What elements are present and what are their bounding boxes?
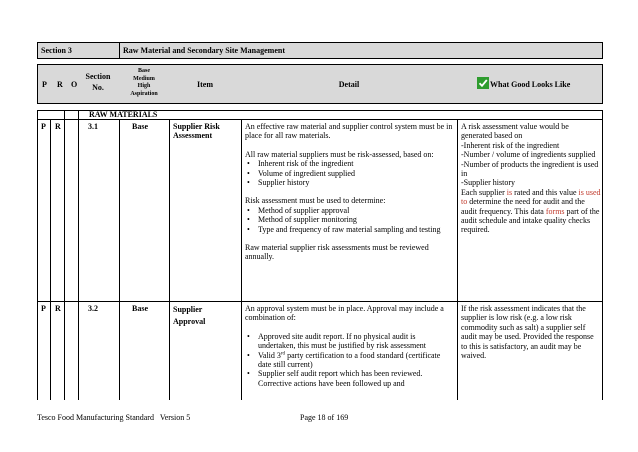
row2-item: Supplier Approval [173, 305, 206, 326]
list-item: • Supplier self audit report which has been reviewed. Corrective actions have been followed up and [245, 369, 455, 388]
row2-detail: An approval system must be in place. Approval may include a combination of: • Approved site audit report. If no physical audit is undertaken, this must be justified by risk assessment • Valid 3rd party certification to a food standard (certificate date still current) • Supplier self audit report which has been reviewed. Corrective actions have been followed up and [245, 304, 455, 388]
row1-good: A risk assessment value would be generated based on -Inherent risk of the ingredient -Number / volume of ingredients supplied -Number of products the ingredient is used in -Supplier history Each supplier is rated and this value is used to determine the need for audit and the audit frequency. This data forms part of the audit schedule and intake quality checks required. [461, 122, 601, 235]
section-title: Raw Material and Secondary Site Management [123, 46, 285, 55]
section-label: Section 3 [41, 46, 72, 55]
section-bar [37, 42, 603, 59]
row1-p: P [41, 122, 46, 131]
header-p: P [42, 80, 47, 89]
list-item: • Valid 3rd party certification to a food standard (certificate date still current) [245, 351, 455, 370]
header-o: O [71, 80, 78, 89]
row1-number: 3.1 [88, 122, 98, 131]
section-bar-divider [119, 42, 120, 59]
header-section-no: Section No. [85, 72, 111, 92]
row1-item: Supplier Risk Assessment [173, 122, 220, 141]
header-item: Item [197, 80, 213, 89]
list-item: • Approved site audit report. If no physical audit is undertaken, this must be justified by risk assessment [245, 332, 455, 351]
list-item: • Type and frequency of raw material sampling and testing [245, 225, 455, 234]
header-level: Base Medium High Aspiration [130, 68, 158, 97]
header-good: What Good Looks Like [477, 77, 570, 89]
footer-title: Tesco Food Manufacturing Standard Version 5 [37, 413, 191, 422]
list-item: • Volume of ingredient supplied [245, 169, 455, 178]
list-item: • Method of supplier approval [245, 206, 455, 215]
list-item: • Inherent risk of the ingredient [245, 159, 455, 168]
header-r: R [57, 80, 63, 89]
row1-detail: An effective raw material and supplier control system must be in place for all raw materials. All raw material suppliers must be risk-assessed, based on: • Inherent risk of the ingredient • Volume of ingredient supplied • Supplier history Risk assessment must be used to determine: • Method of supplier approval • Method of supplier monitoring • Type and frequency of raw material sampling and testing Raw material supplier risk assessments must be reviewed annually. [245, 122, 455, 262]
row2-r: R [55, 304, 61, 313]
subheader: RAW MATERIALS [89, 110, 158, 119]
row2-good: If the risk assessment indicates that the supplier is low risk (e.g. a low risk commodity such as salt) a supplier self audit may be used. Provided the response to this is satisfactory, an audit may be waived. [461, 304, 594, 361]
row2-p: P [41, 304, 46, 313]
row1-level: Base [132, 122, 148, 131]
page-number: Page 18 of 169 [300, 413, 349, 422]
row1-r: R [55, 122, 61, 131]
row-divider [37, 301, 603, 302]
row2-level: Base [132, 304, 148, 313]
header-detail: Detail [338, 80, 360, 89]
row2-number: 3.2 [88, 304, 98, 313]
check-icon [477, 77, 489, 89]
list-item: • Method of supplier monitoring [245, 215, 455, 224]
list-item: • Supplier history [245, 178, 455, 187]
